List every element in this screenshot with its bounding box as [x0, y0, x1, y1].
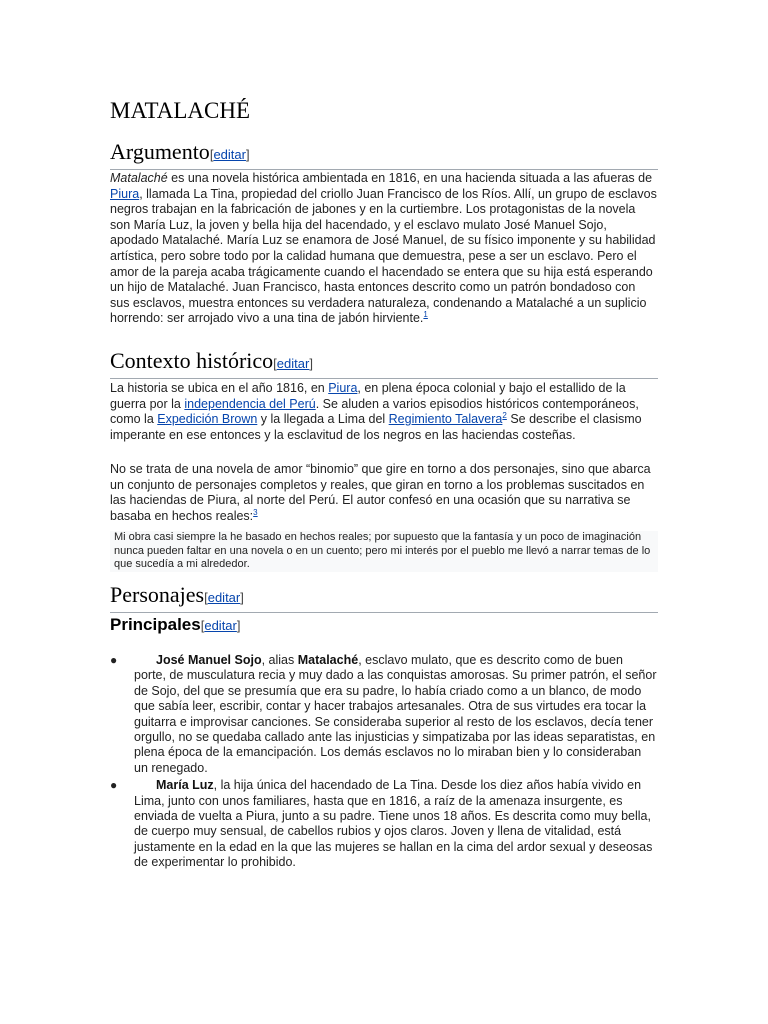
quote-block: Mi obra casi siempre la he basado en hechos reales; por supuesto que la fantasía y un poco de imaginación nunca pueden faltar en una novela o en un cuento; pero mi interés por el pueblo me llevó a narrar temas de lo que sucedía a mi alrededor.: [110, 531, 658, 572]
bullet-icon: ●: [110, 653, 118, 667]
text: , esclavo mulato, que es descrito como de buen porte, de musculatura recia y muy dado a las conquistas amorosas. Su primer patrón, el señor de Sojo, del que se presumía que era su padre, lo había criado como a un blanco, de modo que sabía leer, escribir, contar y hacer trabajos artesanales. Otra de sus virtudes era tocar la guitarra e improvisar canciones. Se consideraba superior al resto de los esclavos, decía tener orgullo, no se quedaba callado ante las injusticias y simpatizaba por las ideas separatistas, en plena época de la emancipación. Los demás esclavos no lo miraban bien y lo consideraban un renegado.: [134, 653, 657, 775]
reference-link-3[interactable]: 3: [253, 507, 258, 517]
reference: [423, 310, 427, 319]
link-piura[interactable]: Piura: [328, 381, 358, 395]
section-title: Argumento: [110, 139, 210, 164]
reference-link-2[interactable]: 2: [502, 411, 507, 421]
section-heading-contexto: [110, 348, 658, 379]
edit-bracket: [editar]: [200, 618, 241, 633]
text: es una novela histórica ambientada en 1816, en una hacienda situada a las afueras de: [167, 171, 653, 185]
link-independencia[interactable]: independencia del Perú: [184, 396, 316, 411]
list-item: [110, 778, 658, 870]
edit-link-principales[interactable]: editar: [204, 618, 237, 633]
reference: [253, 508, 257, 517]
edit-bracket: [editar]: [273, 356, 313, 371]
contexto-paragraph-2: [110, 462, 658, 524]
italic-title: Matalaché: [110, 171, 168, 185]
character-name: José Manuel Sojo: [156, 653, 262, 667]
section-title: Contexto histórico: [110, 348, 274, 373]
link-expedicion-brown[interactable]: Expedición Brown: [157, 412, 258, 427]
text: , alias: [261, 653, 298, 667]
reference-link-1[interactable]: 1: [423, 310, 428, 320]
text: Se describe el clasismo imperante en ese entonces y la esclavitud de los negros en las haciendas costeñas.: [110, 412, 642, 442]
text: La historia se ubica en el año 1816, en: [110, 381, 329, 395]
edit-bracket: [editar]: [209, 147, 250, 162]
character-list: [110, 653, 658, 873]
section-heading-personajes: [110, 582, 658, 613]
section-title: Personajes: [110, 582, 205, 607]
section-heading-argumento: [110, 139, 658, 170]
text: , en plena época colonial y bajo el estallido de la guerra por la: [110, 381, 626, 411]
argumento-paragraph: [110, 171, 658, 327]
text: , llamada La Tina, propiedad del criollo Juan Francisco de los Ríos. Allí, un grupo de esclavos negros trabajan en la fabricación de jabones y en la curtiembre. Los protagonistas de la novela son María Luz, la joven y bella hija del hacendado, y el esclavo mulato José Manuel Sojo, apodado Matalaché. María Luz se enamora de José Manuel, de su físico imponente y su habilidad artística, pero sobre todo por la calidad humana que demuestra, pese a ser un esclavo. Pero el amor de la pareja acaba trágicamente cuando el hacendado se entera que su hija está esperando un hijo de Matalaché. Juan Francisco, hasta entonces descrito como un patrón bondadoso con sus esclavos, muestra entonces su verdadera naturaleza, condenando a Matalaché a un suplicio horrendo: ser arrojado vivo a una tina de jabón hirviente.: [110, 186, 657, 326]
subsection-heading-principales: [110, 614, 658, 637]
text: . Se aluden a varios episodios históricos contemporáneos, como la: [110, 396, 639, 427]
text: , la hija única del hacendado de La Tina. Desde los diez años había vivido en Lima, junto con unos familiares, hasta que en 1816, a raíz de la amenaza insurgente, es enviada de vuelta a Piura, junto a su padre. Tiene unos 18 años. Es descrita como muy bella, de cuerpo muy sensual, de cabellos rubios y ojos claros. Joven y llena de vitalidad, está justamente en la edad en la que las mujeres se hallan en la cima del ardor sexual y deseosas de experimentar lo prohibido.: [134, 778, 653, 870]
edit-link-contexto[interactable]: editar: [276, 356, 310, 371]
edit-link-argumento[interactable]: editar: [213, 147, 246, 162]
list-item: [110, 653, 658, 776]
edit-bracket: [editar]: [204, 590, 244, 605]
character-name: María Luz: [156, 778, 214, 793]
contexto-paragraph-1: [110, 381, 658, 443]
link-regimiento-talavera[interactable]: Regimiento Talavera: [388, 412, 503, 427]
character-alias: Matalaché: [297, 653, 359, 667]
text: No se trata de una novela de amor “binomio” que gire en torno a dos personajes, sino que abarca un conjunto de personajes completos y reales, que giran en torno a los problemas suscitados en las haciendas de Piura, al norte del Perú. El autor confesó en una ocasión que su narrativa se basaba en hechos reales:: [110, 462, 651, 523]
bullet-icon: ●: [110, 778, 118, 793]
subsection-title: Principales: [110, 615, 201, 634]
page-title: MATALACHÉ: [110, 98, 250, 123]
edit-link-personajes[interactable]: editar: [207, 590, 241, 605]
text: y la llegada a Lima del: [257, 412, 389, 427]
link-piura[interactable]: Piura: [110, 186, 140, 201]
